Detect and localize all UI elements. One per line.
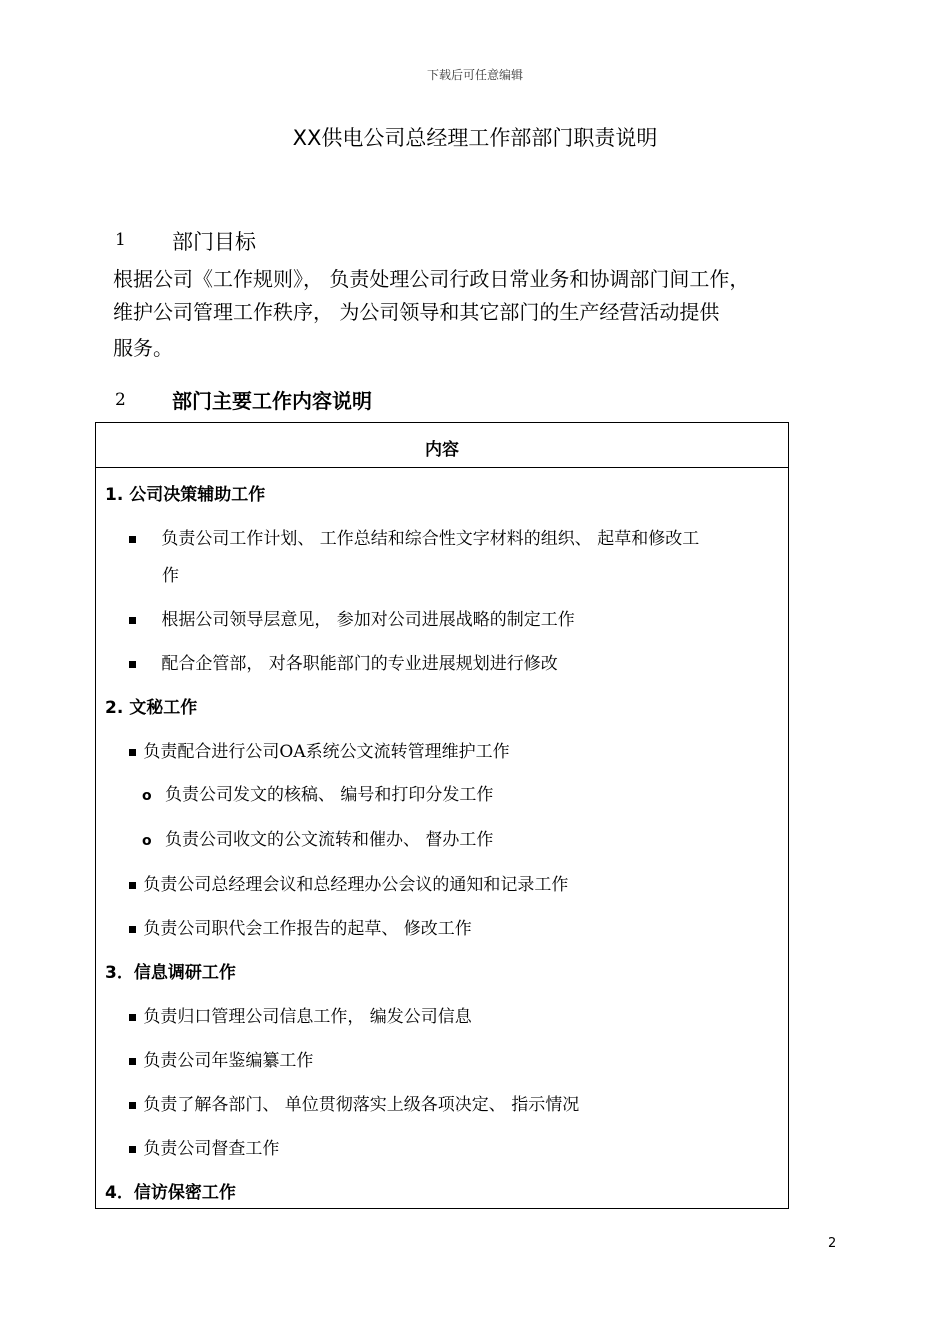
list-item <box>129 1090 579 1115</box>
section1-line: 维护公司管理工作秩序， 为公司领导和其它部门的生产经营活动提供 <box>113 300 720 324</box>
square-bullet-icon <box>129 661 136 668</box>
duties-table <box>95 422 789 1209</box>
square-bullet-icon <box>129 617 136 624</box>
list-item-text: 根据公司领导层意见， 参加对公司进展战略的制定工作 <box>161 610 575 630</box>
table-header-divider <box>96 467 788 468</box>
list-item-text: 负责公司督查工作 <box>143 1139 280 1159</box>
list-item <box>129 737 510 762</box>
category-heading: 3．信息调研工作 <box>105 963 236 983</box>
list-item <box>129 524 699 549</box>
square-bullet-icon <box>129 749 136 756</box>
sub-list-item <box>142 825 493 850</box>
list-item-text: 负责公司工作计划、 工作总结和综合性文字材料的组织、 起草和修改工 <box>161 529 700 549</box>
square-bullet-icon <box>129 926 136 933</box>
list-item-text: 负责公司总经理会议和总经理办公会议的通知和记录工作 <box>143 875 569 895</box>
list-item <box>129 914 472 939</box>
section1-title: 部门目标 <box>172 230 256 254</box>
list-item <box>129 870 568 895</box>
list-item-text: 负责归口管理公司信息工作， 编发公司信息 <box>143 1007 472 1027</box>
square-bullet-icon <box>129 1146 136 1153</box>
section1-line: 根据公司《工作规则》， 负责处理公司行政日常业务和协调部门间工作， <box>113 267 750 291</box>
list-item-continuation: 作 <box>162 566 179 586</box>
header-note: 下载后可任意编辑 <box>426 68 523 82</box>
list-item <box>129 1134 279 1159</box>
list-item-text: 负责了解各部门、 单位贯彻落实上级各项决定、 指示情况 <box>143 1095 580 1115</box>
list-item-text: 负责公司年鉴编纂工作 <box>143 1051 314 1071</box>
list-item <box>129 649 558 674</box>
category-heading: 2. 文秘工作 <box>105 698 198 718</box>
list-item <box>129 1046 313 1071</box>
page-number: 2 <box>828 1236 837 1251</box>
square-bullet-icon <box>129 882 136 889</box>
category-heading: 4．信访保密工作 <box>105 1183 236 1203</box>
section2-number: 2 <box>115 390 126 410</box>
list-item-text: 负责公司发文的核稿、 编号和打印分发工作 <box>165 785 494 805</box>
list-item-text: 负责公司职代会工作报告的起草、 修改工作 <box>143 919 472 939</box>
table-header: 内容 <box>425 440 459 460</box>
sub-list-item <box>142 780 493 805</box>
category-heading: 1. 公司决策辅助工作 <box>105 485 266 505</box>
document-title: XX供电公司总经理工作部部门职责说明 <box>292 126 658 150</box>
section1-line: 服务。 <box>113 336 173 360</box>
list-item <box>129 605 575 630</box>
circle-bullet-icon: o <box>142 788 152 804</box>
square-bullet-icon <box>129 1014 136 1021</box>
section1-number: 1 <box>115 230 126 250</box>
list-item-text: 配合企管部， 对各职能部门的专业进展规划进行修改 <box>161 654 558 674</box>
circle-bullet-icon: o <box>142 833 152 849</box>
list-item-text: 负责配合进行公司OA系统公文流转管理维护工作 <box>143 742 510 762</box>
section2-title: 部门主要工作内容说明 <box>172 389 372 413</box>
list-item <box>129 1002 472 1027</box>
list-item-text: 负责公司收文的公文流转和催办、 督办工作 <box>165 830 494 850</box>
square-bullet-icon <box>129 1058 136 1065</box>
square-bullet-icon <box>129 536 136 543</box>
square-bullet-icon <box>129 1102 136 1109</box>
